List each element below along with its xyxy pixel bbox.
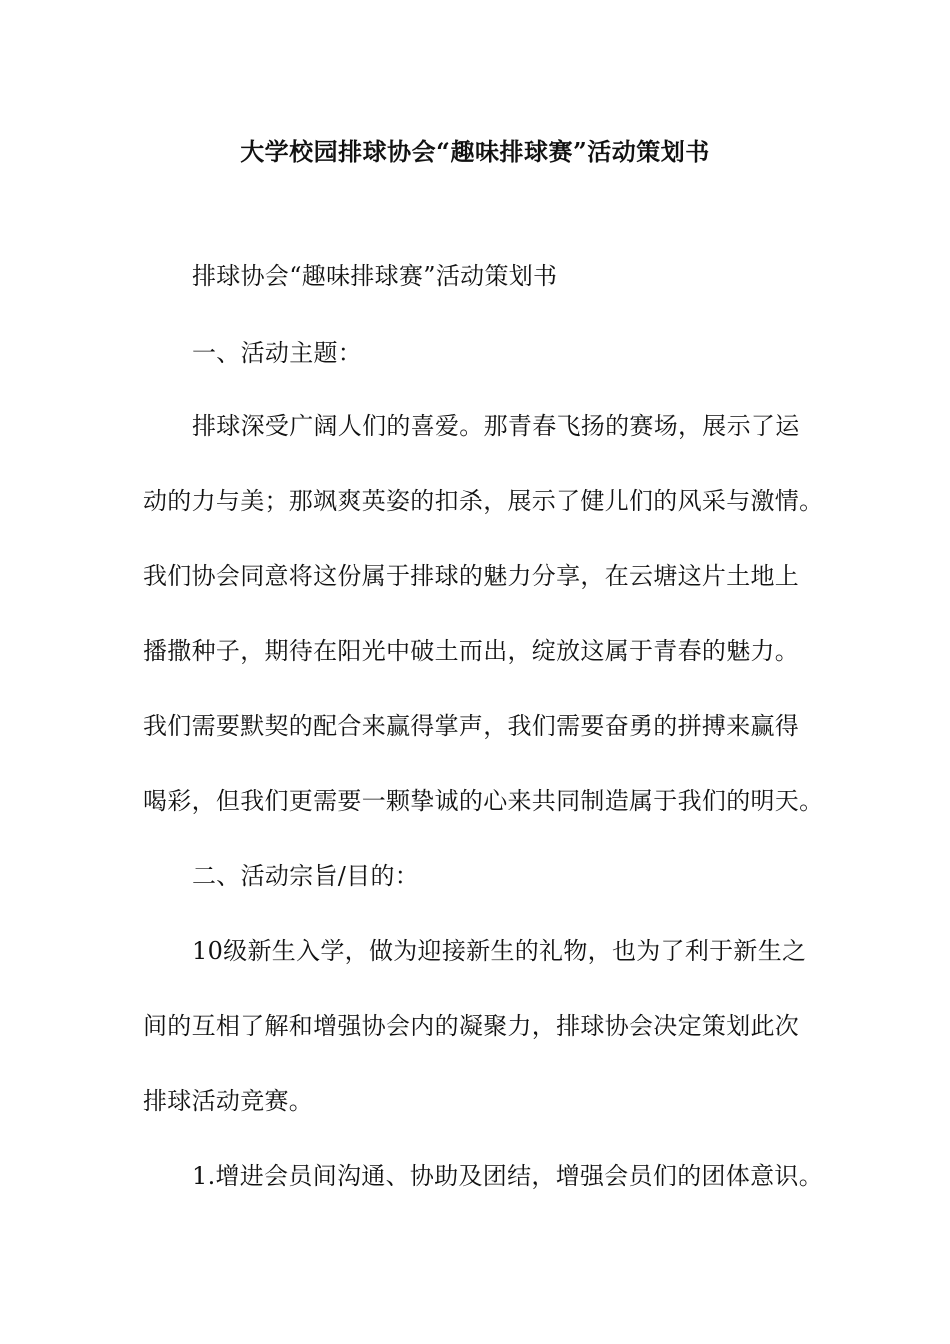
paragraph-line: 排球深受广阔人们的喜爱。那青春飞扬的赛场，展示了运 xyxy=(192,412,800,440)
paragraph-line: 我们协会同意将这份属于排球的魅力分享，在云塘这片土地上 xyxy=(143,562,800,590)
section-heading-1: 一、活动主题： xyxy=(192,339,363,367)
section-heading-2: 二、活动宗旨/目的： xyxy=(192,862,420,890)
document-title: 大学校园排球协会“趣味排球赛”活动策划书 xyxy=(240,137,710,166)
paragraph-line: 排球活动竞赛。 xyxy=(143,1087,314,1115)
list-item-1: 1.增进会员间沟通、协助及团结，增强会员们的团体意识。 xyxy=(192,1162,823,1190)
paragraph-line: 间的互相了解和增强协会内的凝聚力，排球协会决定策划此次 xyxy=(143,1012,800,1040)
paragraph-line: 我们需要默契的配合来赢得掌声，我们需要奋勇的拼搏来赢得 xyxy=(143,712,800,740)
paragraph-line: 播撒种子，期待在阳光中破土而出，绽放这属于青春的魅力。 xyxy=(143,637,800,665)
subtitle-line: 排球协会“趣味排球赛”活动策划书 xyxy=(192,262,558,290)
paragraph-line: 动的力与美；那飒爽英姿的扣杀，展示了健儿们的风采与激情。 xyxy=(143,487,823,515)
paragraph-line: 喝彩，但我们更需要一颗挚诚的心来共同制造属于我们的明天。 xyxy=(143,787,823,815)
paragraph-line: 10级新生入学，做为迎接新生的礼物，也为了利于新生之 xyxy=(192,937,807,965)
